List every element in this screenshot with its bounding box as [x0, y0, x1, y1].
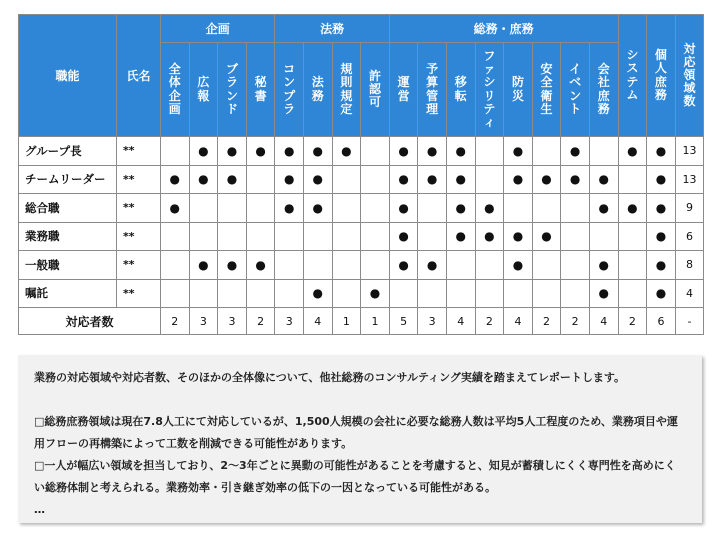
coverage-cell	[332, 194, 361, 223]
coverage-cell	[504, 165, 533, 194]
coverage-mark: ●	[484, 200, 495, 215]
coverage-cell	[475, 279, 504, 308]
total-cell: 2	[532, 308, 561, 335]
coverage-mark: ●	[255, 143, 266, 158]
coverage-cell	[275, 194, 304, 223]
coverage-cell	[189, 137, 218, 166]
total-cell: 1	[361, 308, 390, 335]
coverage-cell	[589, 137, 618, 166]
coverage-mark: ●	[198, 172, 209, 187]
coverage-mark: ●	[598, 200, 609, 215]
coverage-cell	[218, 165, 247, 194]
coverage-mark: ●	[455, 200, 466, 215]
column-header: コ ン プ ラ	[275, 43, 304, 137]
coverage-cell	[218, 194, 247, 223]
coverage-cell	[361, 251, 390, 280]
coverage-cell	[504, 251, 533, 280]
coverage-cell	[303, 165, 332, 194]
coverage-cell	[418, 165, 447, 194]
total-cell: 2	[475, 308, 504, 335]
coverage-cell	[418, 279, 447, 308]
coverage-cell	[389, 165, 418, 194]
column-header-personal-affairs: 個 人 庶 務	[647, 15, 676, 137]
coverage-mark: ●	[541, 172, 552, 187]
coverage-cell	[475, 251, 504, 280]
coverage-mark: ●	[598, 172, 609, 187]
coverage-cell	[561, 279, 590, 308]
table-row	[19, 222, 704, 251]
coverage-mark: ●	[598, 257, 609, 272]
coverage-cell	[303, 194, 332, 223]
coverage-cell	[504, 137, 533, 166]
coverage-mark: ●	[226, 172, 238, 187]
coverage-cell	[561, 194, 590, 223]
coverage-cell	[589, 222, 618, 251]
coverage-mark: ●	[398, 143, 409, 158]
coverage-mark: ●	[655, 143, 667, 158]
column-header: 予 算 管 理	[418, 43, 447, 137]
coverage-cell	[446, 165, 475, 194]
coverage-mark: ●	[569, 172, 581, 187]
coverage-cell	[647, 194, 676, 223]
totals-row	[19, 308, 704, 335]
coverage-cell	[246, 251, 275, 280]
coverage-cell	[246, 165, 275, 194]
column-header-system: シ ス テ ム	[618, 15, 647, 137]
coverage-mark: ●	[341, 143, 352, 158]
row-area-count: 9	[675, 194, 704, 223]
total-cell: 2	[246, 308, 275, 335]
column-header: ブ ラ ン ド	[218, 43, 247, 137]
coverage-cell	[246, 222, 275, 251]
coverage-cell	[561, 222, 590, 251]
coverage-cell	[418, 222, 447, 251]
coverage-cell	[361, 194, 390, 223]
coverage-cell	[446, 279, 475, 308]
coverage-cell	[618, 251, 647, 280]
coverage-cell	[446, 251, 475, 280]
column-header: 移 転	[446, 43, 475, 137]
row-area-count: 4	[675, 279, 704, 308]
note-paragraph: □総務庶務領域は現在7.8人工にて対応しているが、1,500人規模の会社に必要な総務人数は平均5人工程度のため、業務項目や運用フローの再構築によって工数を削減できる可能性があります。	[34, 415, 678, 450]
coverage-mark: ●	[312, 172, 324, 187]
coverage-mark: ●	[512, 172, 524, 187]
coverage-cell	[275, 165, 304, 194]
coverage-cell	[303, 279, 332, 308]
coverage-cell	[532, 251, 561, 280]
coverage-cell	[361, 165, 390, 194]
coverage-mark: ●	[655, 257, 667, 272]
coverage-mark: ●	[398, 229, 409, 244]
commentary-box	[18, 355, 702, 523]
coverage-mark: ●	[569, 143, 581, 158]
coverage-mark: ●	[426, 143, 438, 158]
group-header-general-affairs: 総務・庶務	[389, 15, 618, 43]
row-area-count: 6	[675, 222, 704, 251]
row-area-count: 13	[675, 137, 704, 166]
coverage-cell	[189, 251, 218, 280]
column-header: 会 社 庶 務	[589, 43, 618, 137]
coverage-cell	[275, 137, 304, 166]
coverage-cell	[618, 222, 647, 251]
total-cell: 3	[275, 308, 304, 335]
coverage-cell	[275, 251, 304, 280]
coverage-mark: ●	[655, 229, 667, 244]
table-row	[19, 279, 704, 308]
row-function: 一般職	[19, 251, 117, 280]
coverage-mark: ●	[312, 286, 324, 301]
row-function: チームリーダー	[19, 165, 117, 194]
row-function: 嘱託	[19, 279, 117, 308]
coverage-cell	[589, 194, 618, 223]
coverage-mark: ●	[198, 257, 209, 272]
column-header: 法 務	[303, 43, 332, 137]
coverage-mark: ●	[484, 229, 495, 244]
coverage-cell	[303, 251, 332, 280]
coverage-cell	[532, 279, 561, 308]
coverage-mark: ●	[512, 229, 524, 244]
coverage-cell	[532, 194, 561, 223]
coverage-cell	[161, 194, 190, 223]
total-cell: 5	[389, 308, 418, 335]
coverage-mark: ●	[226, 257, 238, 272]
coverage-cell	[218, 251, 247, 280]
coverage-mark: ●	[283, 200, 295, 215]
coverage-mark: ●	[398, 257, 409, 272]
coverage-cell	[332, 279, 361, 308]
coverage-cell	[189, 279, 218, 308]
coverage-cell	[303, 137, 332, 166]
table-row	[19, 194, 704, 223]
coverage-mark: ●	[169, 200, 181, 215]
coverage-cell	[418, 251, 447, 280]
coverage-mark: ●	[655, 200, 667, 215]
coverage-cell	[275, 279, 304, 308]
coverage-cell	[475, 222, 504, 251]
coverage-mark: ●	[598, 286, 609, 301]
coverage-cell	[246, 137, 275, 166]
row-name: **	[117, 222, 161, 251]
row-name: **	[117, 137, 161, 166]
column-header: イ ベ ン ト	[561, 43, 590, 137]
role-coverage-table	[18, 14, 704, 335]
coverage-cell	[589, 251, 618, 280]
column-header: フ ァ シ リ テ ィ	[475, 43, 504, 137]
row-name: **	[117, 279, 161, 308]
table-row	[19, 251, 704, 280]
table-row	[19, 137, 704, 166]
table-body	[19, 137, 704, 308]
coverage-cell	[446, 137, 475, 166]
coverage-mark: ●	[455, 172, 466, 187]
coverage-mark: ●	[455, 229, 466, 244]
coverage-mark: ●	[655, 286, 667, 301]
coverage-cell	[618, 279, 647, 308]
coverage-cell	[647, 251, 676, 280]
coverage-cell	[504, 194, 533, 223]
coverage-cell	[589, 279, 618, 308]
column-header: 防 災	[504, 43, 533, 137]
coverage-cell	[161, 279, 190, 308]
coverage-cell	[189, 194, 218, 223]
coverage-mark: ●	[255, 257, 266, 272]
coverage-cell	[161, 137, 190, 166]
coverage-cell	[532, 222, 561, 251]
total-cell: 1	[332, 308, 361, 335]
column-header-area-count: 対 応 領 域 数	[675, 15, 704, 137]
total-cell: -	[675, 308, 704, 335]
coverage-cell	[361, 137, 390, 166]
total-cell: 3	[218, 308, 247, 335]
coverage-cell	[361, 222, 390, 251]
coverage-cell	[161, 251, 190, 280]
coverage-mark: ●	[655, 172, 667, 187]
column-header: 広 報	[189, 43, 218, 137]
totals-label: 対応者数	[19, 308, 161, 335]
row-name: **	[117, 251, 161, 280]
coverage-cell	[332, 251, 361, 280]
coverage-mark: ●	[541, 229, 552, 244]
coverage-cell	[389, 279, 418, 308]
coverage-cell	[475, 137, 504, 166]
group-header-legal: 法務	[275, 15, 389, 43]
column-header: 許 認 可	[361, 43, 390, 137]
coverage-cell	[161, 222, 190, 251]
name-header: 氏名	[117, 15, 161, 137]
coverage-mark: ●	[369, 286, 381, 301]
coverage-cell	[618, 194, 647, 223]
coverage-cell	[532, 165, 561, 194]
coverage-cell	[389, 222, 418, 251]
coverage-cell	[532, 137, 561, 166]
coverage-cell	[647, 165, 676, 194]
coverage-cell	[275, 222, 304, 251]
coverage-cell	[332, 165, 361, 194]
coverage-cell	[189, 165, 218, 194]
row-function: グループ長	[19, 137, 117, 166]
coverage-mark: ●	[169, 172, 181, 187]
coverage-mark: ●	[512, 143, 524, 158]
column-header: 秘 書	[246, 43, 275, 137]
coverage-cell	[561, 251, 590, 280]
column-header: 規 則 規 定	[332, 43, 361, 137]
coverage-cell	[475, 165, 504, 194]
coverage-cell	[647, 222, 676, 251]
note-paragraph	[34, 389, 686, 411]
total-cell: 2	[161, 308, 190, 335]
coverage-cell	[218, 279, 247, 308]
coverage-cell	[475, 194, 504, 223]
coverage-cell	[504, 279, 533, 308]
row-name: **	[117, 165, 161, 194]
total-cell: 2	[561, 308, 590, 335]
group-header-planning: 企画	[161, 15, 275, 43]
coverage-mark: ●	[398, 172, 409, 187]
coverage-mark: ●	[283, 172, 295, 187]
coverage-cell	[647, 279, 676, 308]
coverage-cell	[218, 222, 247, 251]
coverage-mark: ●	[627, 143, 638, 158]
coverage-cell	[589, 165, 618, 194]
coverage-cell	[446, 222, 475, 251]
coverage-cell	[618, 137, 647, 166]
header-group-row	[19, 15, 704, 43]
column-header: 全 体 企 画	[161, 43, 190, 137]
row-name: **	[117, 194, 161, 223]
row-function: 業務職	[19, 222, 117, 251]
coverage-cell	[189, 222, 218, 251]
coverage-mark: ●	[627, 200, 638, 215]
coverage-mark: ●	[312, 143, 324, 158]
note-paragraph: □一人が幅広い領域を担当しており、2〜3年ごとに異動の可能性があることを考慮すると、知見が蓄積しにくく専門性を高めにくい総務体制と考えられる。業務効率・引き継ぎ効率の低下の一因となっている可能性がある。	[34, 459, 676, 494]
coverage-cell	[246, 194, 275, 223]
coverage-mark: ●	[226, 143, 238, 158]
note-paragraph: 業務の対応領域や対応者数、そのほかの全体像について、他社総務のコンサルティング実績を踏まえてレポートします。	[34, 371, 626, 384]
column-header: 運 営	[389, 43, 418, 137]
coverage-cell	[418, 137, 447, 166]
note-paragraph: …	[34, 503, 45, 516]
coverage-mark: ●	[312, 200, 324, 215]
total-cell: 4	[303, 308, 332, 335]
coverage-mark: ●	[283, 143, 295, 158]
coverage-mark: ●	[198, 143, 209, 158]
total-cell: 4	[446, 308, 475, 335]
coverage-mark: ●	[426, 172, 438, 187]
coverage-cell	[303, 222, 332, 251]
coverage-cell	[332, 222, 361, 251]
coverage-cell	[647, 137, 676, 166]
coverage-cell	[246, 279, 275, 308]
coverage-cell	[332, 137, 361, 166]
coverage-cell	[389, 251, 418, 280]
coverage-cell	[218, 137, 247, 166]
coverage-cell	[561, 137, 590, 166]
table-row	[19, 165, 704, 194]
coverage-cell	[161, 165, 190, 194]
coverage-cell	[418, 194, 447, 223]
coverage-cell	[618, 165, 647, 194]
total-cell: 4	[504, 308, 533, 335]
coverage-cell	[504, 222, 533, 251]
coverage-mark: ●	[455, 143, 466, 158]
coverage-cell	[389, 194, 418, 223]
function-header: 職能	[19, 15, 117, 137]
row-function: 総合職	[19, 194, 117, 223]
coverage-cell	[389, 137, 418, 166]
total-cell: 3	[189, 308, 218, 335]
coverage-mark: ●	[426, 257, 438, 272]
coverage-mark: ●	[512, 257, 524, 272]
coverage-cell	[361, 279, 390, 308]
total-cell: 2	[618, 308, 647, 335]
row-area-count: 13	[675, 165, 704, 194]
column-header: 安 全 衛 生	[532, 43, 561, 137]
row-area-count: 8	[675, 251, 704, 280]
coverage-mark: ●	[398, 200, 409, 215]
total-cell: 6	[647, 308, 676, 335]
coverage-cell	[446, 194, 475, 223]
coverage-cell	[561, 165, 590, 194]
total-cell: 3	[418, 308, 447, 335]
total-cell: 4	[589, 308, 618, 335]
